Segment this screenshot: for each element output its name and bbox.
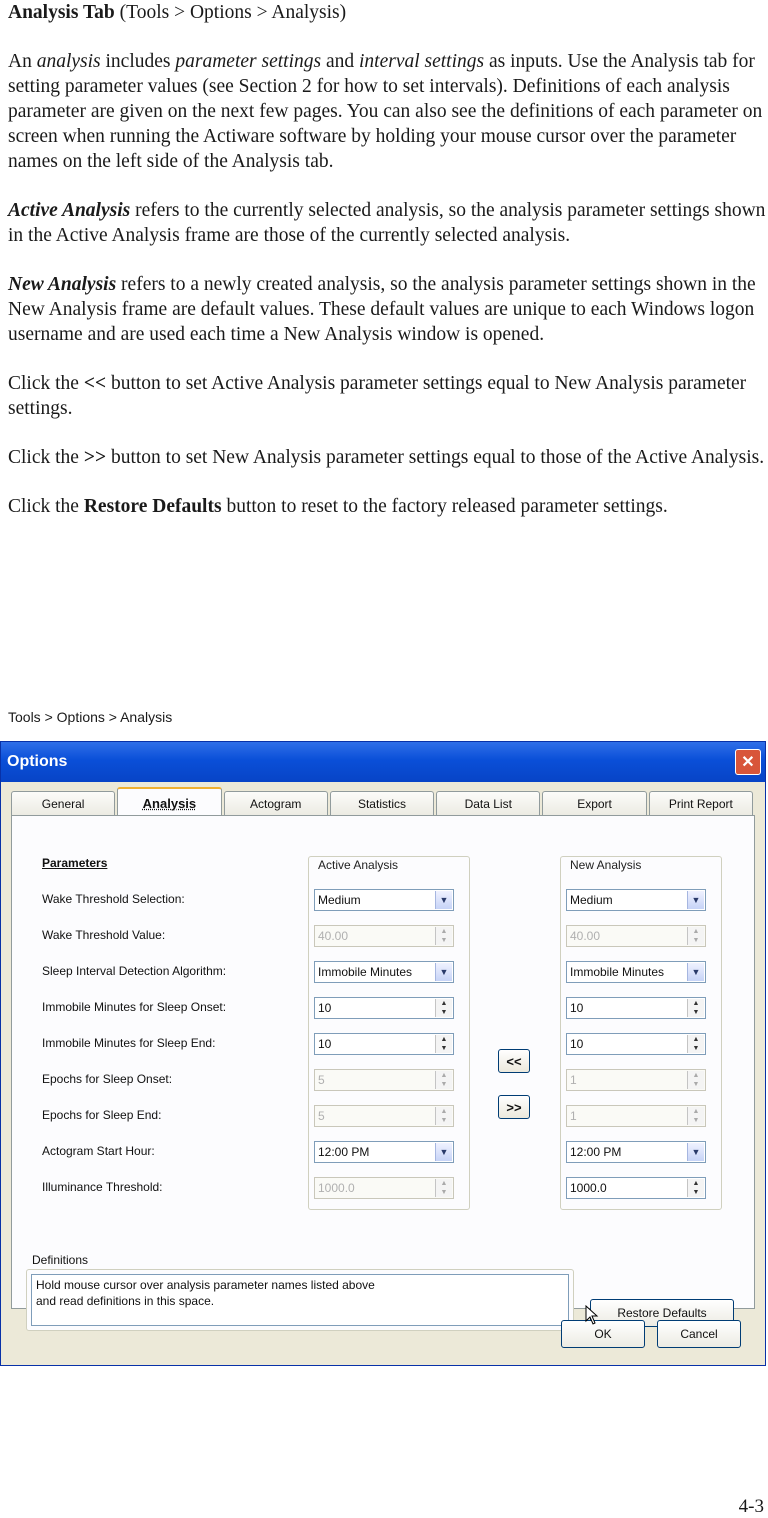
spin-down-icon[interactable]: ▼ (692, 1008, 700, 1016)
definitions-line-2: and read definitions in this space. (36, 1294, 215, 1308)
active-value: 12:00 PM (318, 1145, 370, 1159)
close-button[interactable] (735, 749, 761, 775)
spin-up-icon[interactable]: ▲ (692, 1179, 700, 1187)
new-analysis-label: New Analysis (570, 858, 642, 872)
new-value: 10 (570, 1037, 584, 1051)
document-body (8, 0, 768, 543)
cancel-button[interactable]: Cancel (657, 1320, 741, 1348)
spinner-icon (687, 927, 704, 945)
tab-analysis[interactable]: Analysis (117, 787, 221, 817)
definitions-frame (26, 1269, 574, 1331)
active-value: 1000.0 (318, 1181, 355, 1195)
text-run: and (321, 51, 359, 72)
definitions-text-area[interactable] (31, 1274, 569, 1326)
term-copy-right: >> (83, 447, 107, 468)
new-value: Immobile Minutes (570, 965, 665, 979)
spin-down-icon: ▼ (692, 936, 700, 944)
spinner-icon (687, 1107, 704, 1125)
active-analysis-paragraph (8, 198, 768, 248)
new-value: 40.00 (570, 929, 601, 943)
parameter-label: Actogram Start Hour: (42, 1144, 155, 1158)
term-new-analysis: New Analysis (8, 274, 117, 295)
dropdown-arrow-icon[interactable]: ▼ (435, 1143, 452, 1161)
close-icon: ✕ (741, 754, 755, 771)
spin-up-icon: ▲ (692, 1071, 700, 1079)
copy-left-paragraph (8, 371, 768, 421)
spin-down-icon: ▼ (692, 1116, 700, 1124)
active-spin-field[interactable] (314, 1033, 454, 1055)
spin-down-icon[interactable]: ▼ (440, 1008, 448, 1016)
new-value: Medium (570, 893, 613, 907)
new-spin-field[interactable] (566, 1033, 706, 1055)
text-run: includes (100, 51, 176, 72)
spin-up-icon: ▲ (440, 1071, 448, 1079)
spin-up-icon: ▲ (440, 1107, 448, 1115)
spin-up-icon: ▲ (440, 927, 448, 935)
dropdown-arrow-icon[interactable]: ▼ (435, 963, 452, 981)
spin-up-icon: ▲ (692, 1107, 700, 1115)
analysis-panel (11, 815, 755, 1320)
active-dropdown[interactable] (314, 961, 454, 983)
parameter-label: Immobile Minutes for Sleep Onset: (42, 1000, 227, 1014)
dialog-title: Options (7, 753, 68, 770)
active-dropdown[interactable] (314, 1141, 454, 1163)
restore-paragraph (8, 494, 768, 519)
new-dropdown[interactable] (566, 1141, 706, 1163)
active-spin-field[interactable] (314, 997, 454, 1019)
tab-strip (11, 787, 755, 815)
text-run: Click the (8, 447, 84, 468)
new-spin-field (566, 1069, 706, 1091)
text-run: refers to a newly created analysis, so the analysis parameter settings shown in the New Analysis frame are default values. These default values are unique to each Windows logon username and are used each time a New Analysis window is opened. (8, 274, 756, 345)
dropdown-arrow-icon[interactable]: ▼ (687, 891, 704, 909)
title-bar (1, 742, 765, 782)
active-value: 40.00 (318, 929, 349, 943)
spin-up-icon[interactable]: ▲ (692, 999, 700, 1007)
spin-down-icon: ▼ (440, 1116, 448, 1124)
copy-to-new-button[interactable]: >> (498, 1095, 530, 1119)
spin-down-icon: ▼ (440, 1080, 448, 1088)
spin-up-icon: ▲ (692, 927, 700, 935)
spinner-icon[interactable] (687, 1035, 704, 1053)
tab-statistics[interactable]: Statistics (330, 791, 434, 815)
spin-up-icon[interactable]: ▲ (692, 1035, 700, 1043)
new-spin-field[interactable] (566, 997, 706, 1019)
tab-data-list[interactable]: Data List (436, 791, 540, 815)
new-value: 1 (570, 1109, 577, 1123)
new-spin-field (566, 1105, 706, 1127)
definitions-label: Definitions (32, 1253, 89, 1267)
parameters-heading: Parameters (42, 856, 108, 870)
active-value: Medium (318, 893, 361, 907)
spin-up-icon: ▲ (440, 1179, 448, 1187)
spinner-icon (687, 1071, 704, 1089)
text-run: as inputs. Use the Analysis tab for setting parameter values (see Section 2 for how to set intervals). Definitions of each analysis parameter are given on the next few pages. You can also see the definitions of each parameter on screen when running the Actiware software by holding your mouse cursor over the parameter names on the left side of the Analysis tab. (8, 51, 763, 172)
intro-paragraph (8, 49, 768, 174)
definitions-line-1: Hold mouse cursor over analysis parameter names listed above (36, 1278, 375, 1292)
text-run: Click the (8, 496, 84, 517)
text-run: button to set New Analysis parameter settings equal to those of the Active Analysis. (106, 447, 765, 468)
spin-down-icon: ▼ (692, 1080, 700, 1088)
tab-print-report[interactable]: Print Report (649, 791, 753, 815)
parameter-label: Epochs for Sleep Onset: (42, 1072, 173, 1086)
term-restore-defaults: Restore Defaults (83, 496, 222, 517)
spinner-icon[interactable] (687, 1179, 704, 1197)
spin-down-icon: ▼ (440, 936, 448, 944)
active-value: 10 (318, 1037, 332, 1051)
dropdown-arrow-icon[interactable]: ▼ (687, 1143, 704, 1161)
restore-defaults-button[interactable]: Restore Defaults (590, 1299, 734, 1327)
parameter-label: Illuminance Threshold: (42, 1180, 163, 1194)
active-spin-field (314, 1177, 454, 1199)
active-value: 5 (318, 1109, 325, 1123)
text-run: Click the (8, 373, 84, 394)
text-run: refers to the currently selected analysis, so the analysis parameter settings shown in the Active Analysis frame are those of the currently selected analysis. (8, 200, 766, 246)
active-dropdown[interactable] (314, 889, 454, 911)
text-run: An (8, 51, 37, 72)
term-active-analysis: Active Analysis (8, 200, 131, 221)
active-value: Immobile Minutes (318, 965, 413, 979)
section-heading-paragraph (8, 0, 768, 25)
spinner-icon[interactable] (687, 999, 704, 1017)
copy-to-active-button[interactable]: << (498, 1049, 530, 1073)
term-analysis: analysis (36, 51, 101, 72)
parameter-label: Epochs for Sleep End: (42, 1108, 162, 1122)
spinner-icon (435, 1071, 452, 1089)
spinner-icon (435, 1107, 452, 1125)
ok-button[interactable]: OK (561, 1320, 645, 1348)
active-spin-field (314, 925, 454, 947)
spinner-icon (435, 927, 452, 945)
spin-up-icon[interactable]: ▲ (440, 1035, 448, 1043)
text-run: button to set Active Analysis parameter settings equal to New Analysis parameter settings. (8, 373, 747, 419)
tab-general[interactable]: General (11, 791, 115, 815)
term-copy-left: << (83, 373, 107, 394)
dropdown-arrow-icon[interactable]: ▼ (687, 963, 704, 981)
options-dialog (0, 741, 766, 1366)
new-dropdown[interactable] (566, 889, 706, 911)
copy-right-paragraph (8, 445, 768, 470)
spinner-icon (435, 1179, 452, 1197)
new-value: 10 (570, 1001, 584, 1015)
new-analysis-paragraph (8, 272, 768, 347)
parameter-label: Wake Threshold Selection: (42, 892, 185, 906)
section-heading-path: (Tools > Options > Analysis) (114, 2, 347, 23)
spin-down-icon: ▼ (440, 1188, 448, 1196)
new-value: 1 (570, 1073, 577, 1087)
spin-up-icon[interactable]: ▲ (440, 999, 448, 1007)
new-spin-field (566, 925, 706, 947)
dropdown-arrow-icon[interactable]: ▼ (435, 891, 452, 909)
spinner-icon[interactable] (435, 1035, 452, 1053)
active-value: 5 (318, 1073, 325, 1087)
active-spin-field (314, 1069, 454, 1091)
tab-actogram[interactable]: Actogram (224, 791, 328, 815)
figure-caption: Tools > Options > Analysis (8, 709, 173, 725)
parameter-label: Immobile Minutes for Sleep End: (42, 1036, 216, 1050)
term-parameter-settings: parameter settings (175, 51, 322, 72)
text-run: button to reset to the factory released parameter settings. (221, 496, 668, 517)
term-interval-settings: interval settings (358, 51, 485, 72)
new-value: 1000.0 (570, 1181, 607, 1195)
spinner-icon[interactable] (435, 999, 452, 1017)
parameter-label: Wake Threshold Value: (42, 928, 166, 942)
mouse-cursor-icon (585, 1305, 599, 1325)
spin-down-icon[interactable]: ▼ (692, 1188, 700, 1196)
new-value: 12:00 PM (570, 1145, 622, 1159)
new-spin-field[interactable] (566, 1177, 706, 1199)
active-spin-field (314, 1105, 454, 1127)
parameter-label: Sleep Interval Detection Algorithm: (42, 964, 227, 978)
spin-down-icon[interactable]: ▼ (692, 1044, 700, 1052)
tab-export[interactable]: Export (542, 791, 646, 815)
active-analysis-label: Active Analysis (318, 858, 399, 872)
spin-down-icon[interactable]: ▼ (440, 1044, 448, 1052)
active-value: 10 (318, 1001, 332, 1015)
page-number: 4-3 (738, 1496, 764, 1517)
section-heading: Analysis Tab (8, 2, 115, 23)
new-dropdown[interactable] (566, 961, 706, 983)
